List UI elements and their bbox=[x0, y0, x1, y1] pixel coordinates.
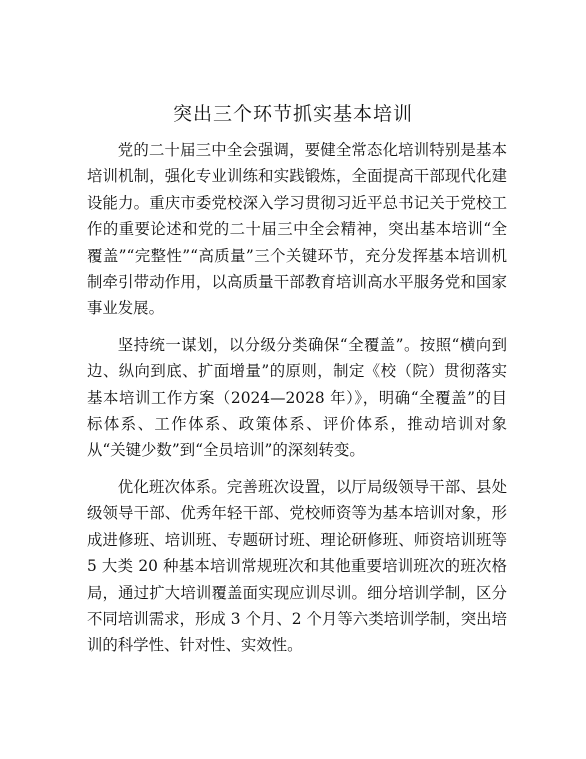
paragraph-intro: 党的二十届三中全会强调，要健全常态化培训特别是基本培训机制，强化专业训练和实践锻炼，全面提高干部现代化建设能力。重庆市委党校深入学习贯彻习近平总书记关于党校工作的重要论述和党的二十届三中全会精神，突出基本培训“全覆盖”“完整性”“高质量”三个关键环节，充分发挥基本培训机制牵引带动作用，以高质量干部教育培训高水平服务党和国家事业发展。 bbox=[87, 141, 507, 318]
document-title: 突出三个环节抓实基本培训 bbox=[172, 103, 413, 125]
paragraph-full-coverage: 坚持统一谋划，以分级分类确保“全覆盖”。按照“横向到边、纵向到底、扩面增量”的原则，制定《校（院）贯彻落实基本培训工作方案（2024—2028 年）》，明确“全覆盖”的目标体系、工作体系、政策体系、评价体系，推动培训对象从“关键少数”到“全员培训”的深刻转变。 bbox=[87, 335, 507, 460]
document-body bbox=[87, 137, 507, 669]
paragraph-class-system: 优化班次体系。完善班次设置，以厅局级领导干部、县处级领导干部、优秀年轻干部、党校师资等为基本培训对象，形成进修班、培训班、专题研讨班、理论研修班、师资培训班等 5 大类 20 种基本培训常规班次和其他重要培训班次的班次格局，通过扩大培训覆盖面实现应训尽训。细分培训学制，区分不同培训需求，形成 3 个月、2 个月等六类培训学制，突出培训的科学性、针对性、实效性。 bbox=[87, 477, 507, 655]
